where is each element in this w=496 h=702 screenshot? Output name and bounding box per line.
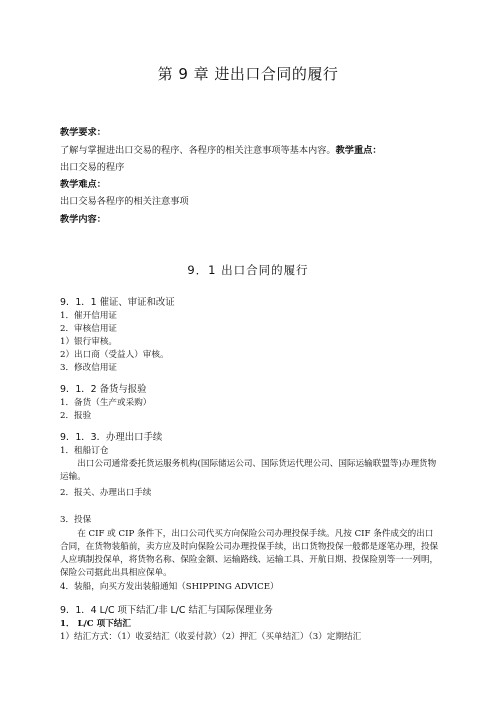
teaching-content-label: 教学内容： xyxy=(60,214,106,225)
s911-item: 1．催开信用证 xyxy=(60,311,118,321)
s912-item: 1．备货（生产或采购） xyxy=(60,398,152,408)
teaching-requirements-label: 教学要求： xyxy=(60,127,106,138)
chapter-title: 第 9 章 进出口合同的履行 xyxy=(157,65,339,83)
s912-item: 2．报验 xyxy=(60,411,92,421)
s913-item4: 4．装船，向买方发出装船通知（SHIPPING ADVICE） xyxy=(60,582,279,592)
s914-title: 9．1．4 L/C 项下结汇/非 L/C 结汇与国际保理业务 xyxy=(60,605,273,616)
s911-item: 1）银行审核。 xyxy=(60,337,118,347)
s912-title: 9．1．2 备货与报验 xyxy=(60,384,147,395)
teaching-requirements-line xyxy=(60,145,382,157)
teaching-requirements-text: 了解与掌握进出口交易的程序、各程序的相关注意事项等基本内容。 xyxy=(60,145,336,156)
s911-item: 2．审核信用证 xyxy=(60,324,118,334)
s914-item1: 1． L/C 项下结汇 xyxy=(60,619,131,629)
difficult-points-label: 教学难点： xyxy=(60,179,106,190)
difficult-points-text: 出口交易各程序的相关注意事项 xyxy=(60,196,189,207)
s913-item3: 3．投保 xyxy=(60,515,92,525)
s911-title: 9．1．1 催证、审证和改证 xyxy=(60,297,175,308)
section-title: 9．1 出口合同的履行 xyxy=(187,263,309,277)
s911-item: 2）出口商（受益人）审核。 xyxy=(60,350,169,360)
s911-item: 3．修改信用证 xyxy=(60,363,118,373)
s913-item3-text: 在 CIF 或 CIP 条件下，出口公司代买方向保险公司办理投保手续。凡按 CIF 条件成交的出口合同，在货物装船前，卖方应及时向保险公司办理投保手续，出口货物投保一般都是逐笔办理，投保人应填制投保单，将货物名称、保险金额、运输路线、运输工具、开航日期、投保险别等一一列明，保险公司据此出具相应保单。 xyxy=(60,529,439,578)
key-points-label: 教学重点： xyxy=(335,145,382,156)
s913-title: 9．1．3．办理出口手续 xyxy=(60,432,163,443)
s914-item1-text: 1）结汇方式：（1）收妥结汇（收妥付款）（2）押汇（买单结汇）（3）定期结汇 xyxy=(60,632,362,642)
s913-item1-text: 出口公司通常委托货运服务机构(国际储运公司、国际货运代理公司、国际运输联盟等)办理货物运输。 xyxy=(60,459,437,482)
key-points-text: 出口交易的程序 xyxy=(60,162,125,173)
s913-item2: 2．报关、办理出口手续 xyxy=(60,488,152,498)
s913-item1: 1．租船订仓 xyxy=(60,446,109,456)
